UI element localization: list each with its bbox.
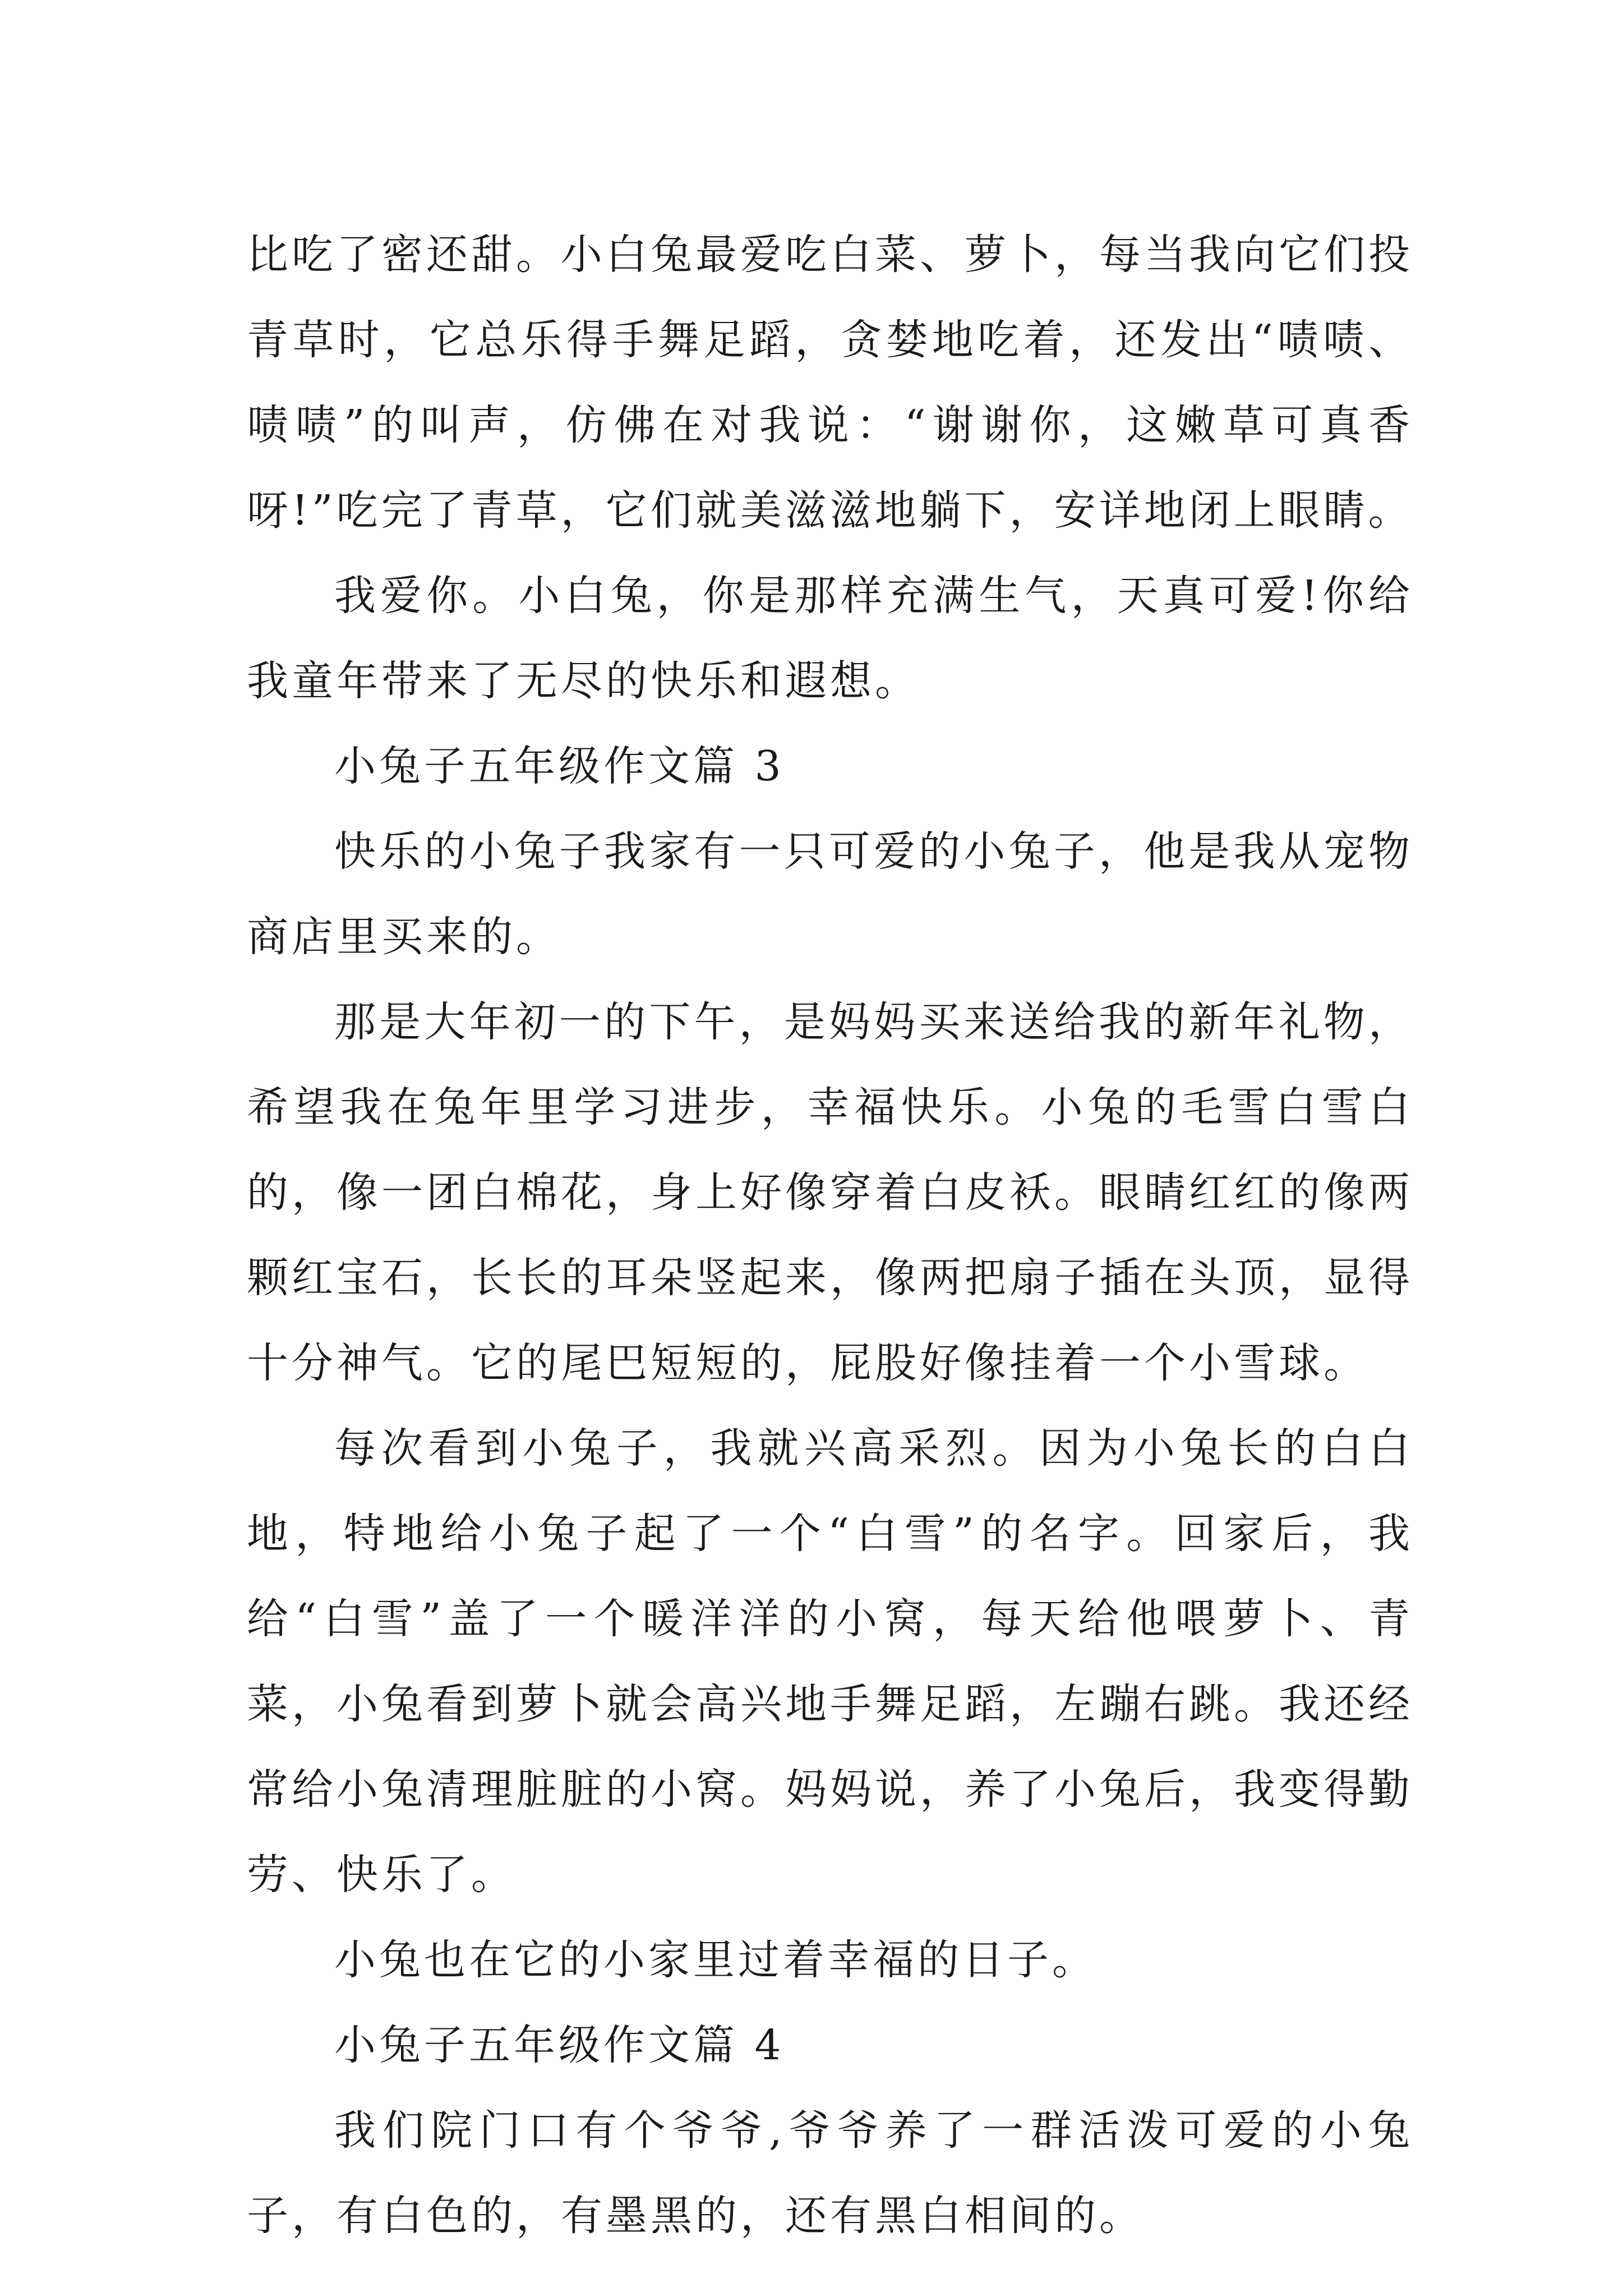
- document-body: [247, 212, 1413, 2258]
- paragraph: 快乐的小兔子我家有一只可爱的小兔子，他是我从宠物商店里买来的。: [247, 827, 1413, 961]
- paragraph: 那是大年初一的下午，是妈妈买来送给我的新年礼物，希望我在兔年里学习进步，幸福快乐。小兔的毛雪白雪白的，像一团白棉花，身上好像穿着白皮袄。眼睛红红的像两颗红宝石，长长的耳朵竖起来，像两把扇子插在头顶，显得十分神气。它的尾巴短短的，屁股好像挂着一个小雪球。: [247, 998, 1413, 1387]
- paragraph: 小兔也在它的小家里过着幸福的日子。: [334, 1936, 1097, 1984]
- paragraph: 我爱你。小白兔，你是那样充满生气，天真可爱!你给我童年带来了无尽的快乐和遐想。: [247, 572, 1413, 705]
- paragraph: 我们院门口有个爷爷,爷爷养了一群活泼可爱的小兔子，有白色的，有墨黑的，还有黑白相间的。: [247, 2106, 1413, 2240]
- section-heading: 小兔子五年级作文篇 4: [334, 2021, 785, 2069]
- paragraph: 每次看到小兔子，我就兴高采烈。因为小兔长的白白地，特地给小兔子起了一个“白雪”的名字。回家后，我给“白雪”盖了一个暖洋洋的小窝，每天给他喂萝卜、青菜，小兔看到萝卜就会高兴地手舞足蹈，左蹦右跳。我还经常给小兔清理脏脏的小窝。妈妈说，养了小兔后，我变得勤劳、快乐了。: [247, 1424, 1413, 1899]
- paragraph-continuation: 比吃了密还甜。小白兔最爱吃白菜、萝卜，每当我向它们投青草时，它总乐得手舞足蹈，贪婪地吃着，还发出“啧啧、啧啧”的叫声，仿佛在对我说：“谢谢你，这嫩草可真香呀!”吃完了青草，它们就美滋滋地躺下，安详地闭上眼睛。: [247, 231, 1413, 535]
- section-heading: 小兔子五年级作文篇 3: [334, 742, 785, 790]
